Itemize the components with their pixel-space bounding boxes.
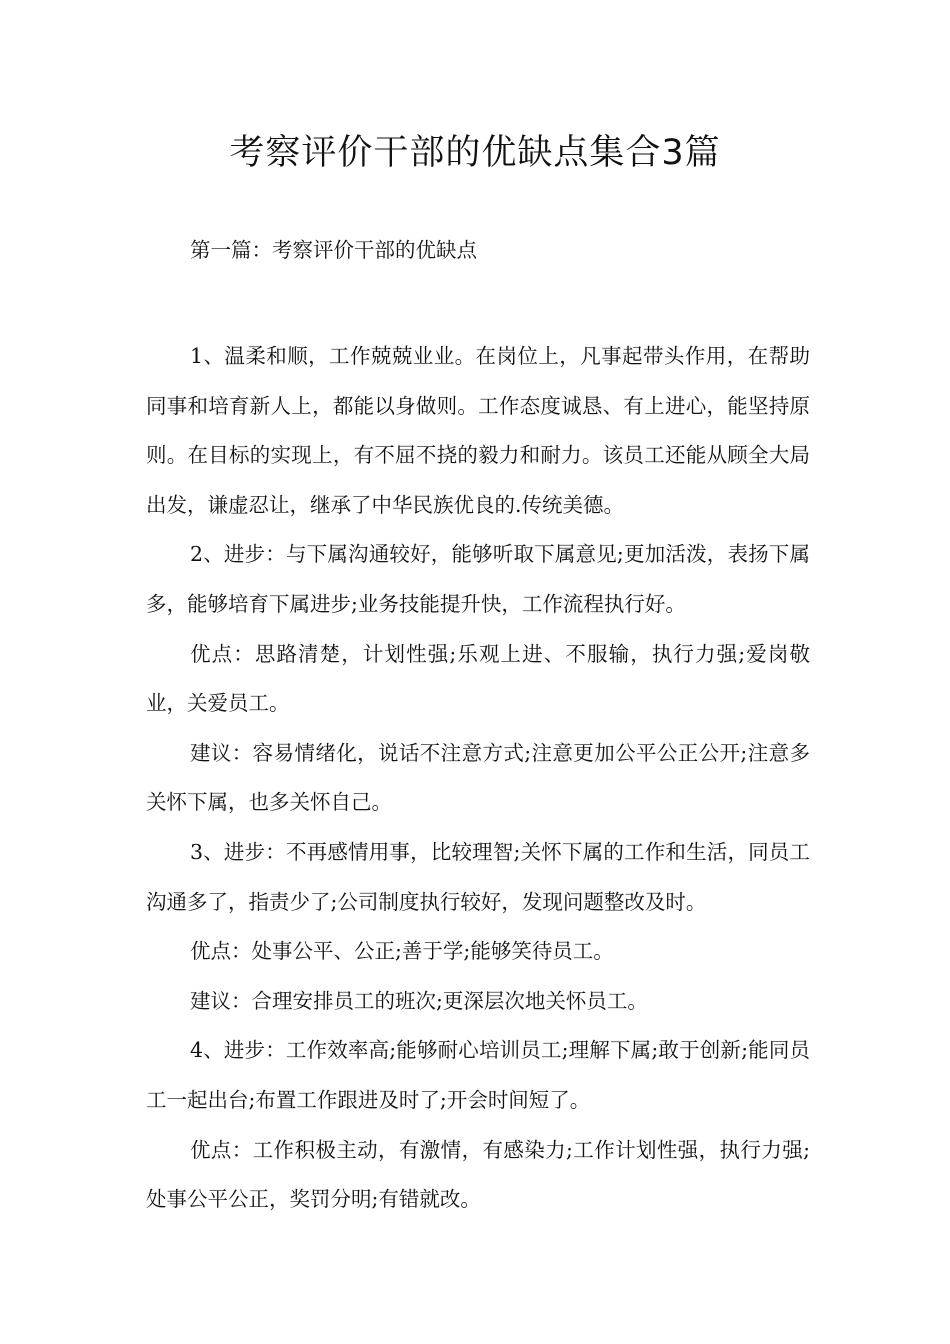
paragraph: 2、进步：与下属沟通较好，能够听取下属意见;更加活泼，表扬下属多，能够培育下属进步;业务技能提升快，工作流程执行好。 — [146, 542, 810, 616]
document-body — [146, 332, 810, 1225]
paragraph: 优点：处事公平、公正;善于学;能够笑待员工。 — [190, 939, 614, 964]
paragraph: 1、温柔和顺，工作兢兢业业。在岗位上，凡事起带头作用，在帮助同事和培育新人上，都能以身做则。工作态度诚恳、有上进心，能坚持原则。在目标的实现上，有不屈不挠的毅力和耐力。该员工还能从顾全大局出发，谦虚忍让，继承了中华民族优良的.传统美德。 — [146, 344, 810, 517]
paragraph: 建议：合理安排员工的班次;更深层次地关怀员工。 — [190, 988, 648, 1013]
section-heading: 第一篇：考察评价干部的优缺点 — [190, 238, 477, 262]
document-title: 考察评价干部的优缺点集合3篇 — [229, 133, 721, 173]
paragraph: 优点：思路清楚，计划性强;乐观上进、不服输，执行力强;爱岗敬业，关爱员工。 — [146, 641, 810, 716]
paragraph: 4、进步：工作效率高;能够耐心培训员工;理解下属;敢于创新;能同员工一起出台;布置工作跟进及时了;开会时间短了。 — [146, 1038, 810, 1112]
paragraph: 3、进步：不再感情用事，比较理智;关怀下属的工作和生活，同员工沟通多了，指责少了;公司制度执行较好，发现问题整改及时。 — [146, 839, 810, 914]
paragraph: 优点：工作积极主动，有激情，有感染力;工作计划性强，执行力强;处事公平公正，奖罚分明;有错就改。 — [146, 1137, 810, 1212]
paragraph: 建议：容易情绪化，说话不注意方式;注意更加公平公正公开;注意多关怀下属，也多关怀自己。 — [146, 740, 810, 815]
